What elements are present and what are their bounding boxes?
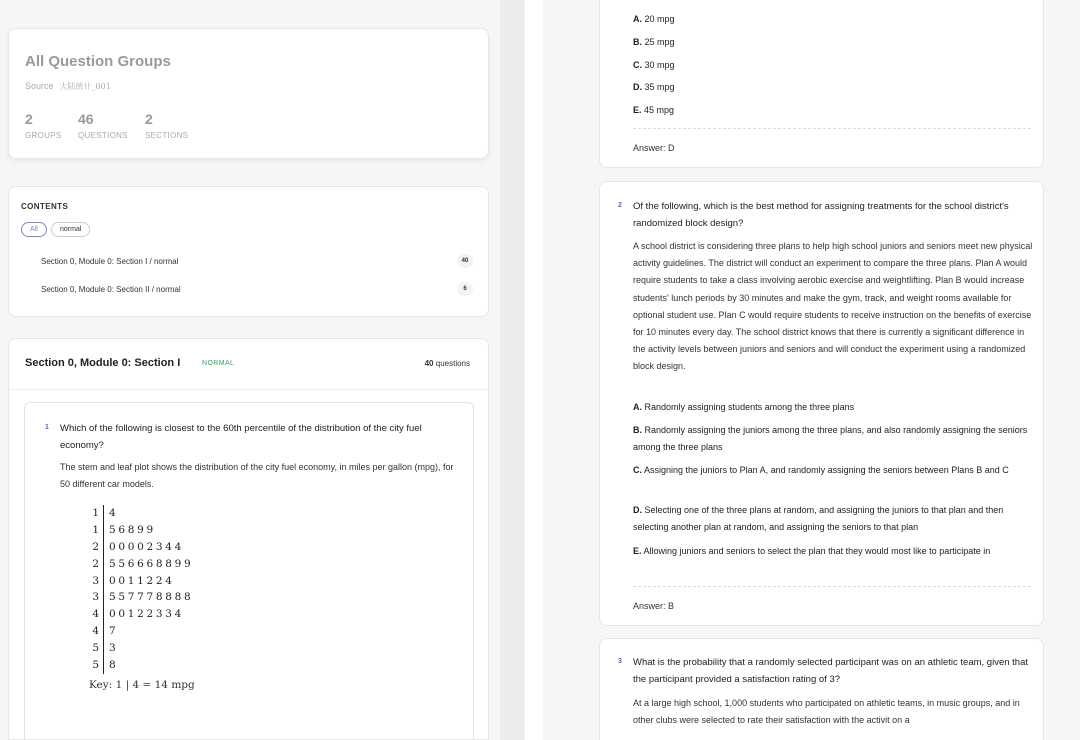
- question-body: A school district is considering three plans to help high school juniors and seniors meet new physical activity guidelines. The district will conduct an experiment to compare the three plans. Plan A would require students to take a class involving aerobic exercise and weightlifting. Plan B would increase students' lunch periods by 30 minutes and make the gym, track, and weight rooms available for optional student use. Plan C would require students to receive instruction on the benefits of exercise for 10 minutes every day. The school district knows that there is currently a significant difference in the activity levels between juniors and seniors and will conduct the experiment using a randomized block design.: [633, 241, 1033, 372]
- question-card-3: [599, 638, 1044, 740]
- section-card: [8, 338, 489, 740]
- question-number: 1: [45, 424, 49, 431]
- stem-value: 4: [92, 608, 99, 621]
- stem-row: [89, 556, 193, 573]
- toc-item-count: 6: [457, 282, 473, 296]
- toc-item-label: Section 0, Module 0: Section II / normal: [41, 285, 181, 294]
- stem-row: [89, 539, 193, 556]
- option-letter: D.: [633, 82, 642, 92]
- section-tag-badge: NORMAL: [202, 360, 235, 367]
- option-letter: C.: [633, 60, 642, 70]
- leaf-values: 56899: [109, 523, 156, 536]
- stem-row: [89, 606, 193, 623]
- stat-sections: [145, 111, 188, 140]
- option-letter: B.: [633, 37, 642, 47]
- question-card-1-continued: [599, 0, 1044, 168]
- left-column: [0, 0, 500, 740]
- leaf-values: 4: [109, 507, 119, 519]
- stem-value: 2: [92, 540, 99, 553]
- section-title: Section 0, Module 0: Section I: [25, 357, 181, 369]
- leaf-values: 556668899: [109, 557, 194, 570]
- section-question-count: [425, 359, 470, 368]
- right-column: [543, 0, 1080, 740]
- filter-chip-all[interactable]: All: [21, 222, 47, 237]
- option-text: Randomly assigning students among the three plans: [644, 402, 855, 412]
- stem-value: 4: [92, 625, 99, 638]
- leaf-values: 00002344: [109, 540, 185, 553]
- question-text: What is the probability that a randomly selected participant was on an athletic team, given that the participant provided a satisfaction rating of 3?: [633, 657, 1028, 685]
- option-c: [633, 57, 675, 74]
- option-b: [633, 34, 675, 51]
- stat-groups-label: GROUPS: [25, 131, 62, 140]
- stem-row: [89, 522, 193, 539]
- option-text: Assigning the juniors to Plan A, and randomly assigning the seniors between Plans B and C: [644, 465, 1009, 475]
- option-letter: A.: [633, 14, 642, 24]
- option-e: [633, 102, 674, 119]
- stem-value: 1: [92, 507, 99, 519]
- leaf-values: 0011224: [109, 574, 175, 587]
- source-value: 大陆统计_001: [59, 82, 111, 91]
- contents-card: [8, 186, 489, 317]
- option-letter: E.: [633, 105, 642, 115]
- answer-divider: [633, 586, 1031, 587]
- stat-groups: [25, 111, 61, 140]
- leaf-values: 8: [109, 659, 119, 672]
- stem-value: 3: [92, 591, 99, 604]
- question-card-2: [599, 181, 1044, 626]
- question-card-1: [24, 402, 474, 740]
- option-a: [633, 11, 675, 28]
- leaf-values: 7: [109, 625, 119, 638]
- option-a: [633, 399, 1033, 416]
- option-c: [633, 462, 1033, 479]
- toc-item-section-2[interactable]: [41, 285, 473, 294]
- stem-leaf-plot: [89, 505, 193, 674]
- contents-title: CONTENTS: [21, 202, 69, 211]
- stem-value: 2: [92, 557, 99, 570]
- option-d: [633, 79, 675, 96]
- stat-questions-value: 46: [78, 111, 94, 127]
- filter-chip-normal[interactable]: normal: [51, 222, 90, 237]
- summary-source: [25, 81, 111, 92]
- answer-divider: [633, 128, 1031, 129]
- option-text: Selecting one of the three plans at random, and assigning the juniors to that plan and then selecting another plan at random, and assigning the seniors to that plan: [633, 505, 1004, 532]
- option-letter: D.: [633, 505, 642, 515]
- leaf-values: 3: [109, 642, 119, 655]
- column-gutter: [525, 0, 543, 740]
- option-text: 30 mpg: [644, 60, 675, 70]
- toc-item-label: Section 0, Module 0: Section I / normal: [41, 257, 179, 266]
- option-letter: E.: [633, 546, 642, 556]
- stem-row: [89, 623, 193, 640]
- section-count-suffix: questions: [435, 359, 470, 368]
- stem-row: [89, 589, 193, 606]
- stem-plot-key: Key: 1 | 4 = 14 mpg: [89, 679, 195, 691]
- stem-row: [89, 657, 193, 674]
- option-d: [633, 502, 1033, 536]
- stem-value: 1: [92, 523, 99, 536]
- stem-value: 3: [92, 574, 99, 587]
- answer-text: Answer: B: [633, 601, 675, 611]
- stem-row: [89, 505, 193, 522]
- summary-card: [8, 28, 489, 159]
- stat-questions-label: QUESTIONS: [78, 131, 128, 140]
- source-label: Source: [25, 81, 54, 91]
- option-e: [633, 543, 1033, 560]
- option-letter: C.: [633, 465, 642, 475]
- option-text: Allowing juniors and seniors to select the plan that they would most like to participate in: [643, 546, 991, 556]
- section-count-value: 40: [424, 359, 434, 368]
- stat-sections-value: 2: [145, 111, 153, 127]
- option-text: 25 mpg: [644, 37, 675, 47]
- stem-value: 5: [92, 659, 99, 672]
- question-text: Which of the following is closest to the 60th percentile of the distribution of the city fuel economy?: [60, 423, 422, 451]
- answer-text: Answer: D: [633, 143, 675, 153]
- option-text: Randomly assigning the juniors among the three plans, and also randomly assigning the seniors among the three plans: [633, 425, 1028, 452]
- question-text: Of the following, which is the best method for assigning treatments for the school district's randomized block design?: [633, 201, 1009, 229]
- option-text: 35 mpg: [644, 82, 675, 92]
- stat-questions: [78, 111, 128, 140]
- option-text: 45 mpg: [644, 105, 675, 115]
- question-body: The stem and leaf plot shows the distribution of the city fuel economy, in miles per gallon (mpg), for 50 different car models.: [60, 462, 454, 490]
- toc-item-section-1[interactable]: [41, 257, 473, 266]
- question-number: 3: [618, 658, 622, 665]
- question-body: At a large high school, 1,000 students who participated on athletic teams, in music groups, and in other clubs were selected to rate their satisfaction with the activit on a: [633, 698, 1020, 726]
- leaf-values: 557778888: [109, 591, 194, 604]
- section-divider: [9, 389, 488, 390]
- question-number: 2: [618, 202, 622, 209]
- option-letter: A.: [633, 402, 642, 412]
- stat-groups-value: 2: [25, 111, 33, 127]
- stem-row: [89, 573, 193, 590]
- stem-row: [89, 640, 193, 657]
- toc-item-count: 40: [457, 254, 473, 268]
- stem-value: 5: [92, 642, 99, 655]
- option-letter: B.: [633, 425, 642, 435]
- option-text: 20 mpg: [644, 14, 675, 24]
- option-b: [633, 422, 1033, 456]
- stat-sections-label: SECTIONS: [145, 131, 189, 140]
- summary-title: All Question Groups: [25, 53, 171, 70]
- leaf-values: 00122334: [109, 608, 185, 621]
